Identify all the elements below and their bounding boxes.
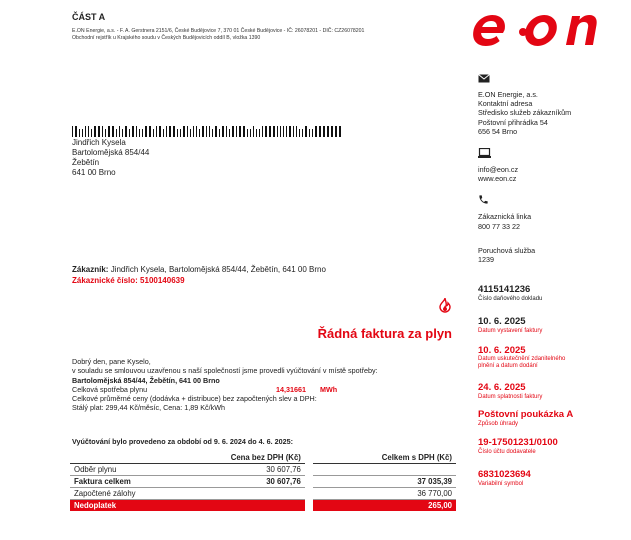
consumption-label: Celková spotřeba plynu <box>72 384 148 394</box>
barcode-bar <box>125 126 127 137</box>
company-info-line1: E.ON Energie, a.s. - F. A. Gerstnera 2151/6, České Budějovice 7, 370 01 České Budějovice - IČ: 26078201 - DIČ: CZ26078201 <box>72 28 365 34</box>
recipient-city: Žebětín <box>72 158 100 167</box>
info-value: 10. 6. 2025 <box>478 316 526 327</box>
laptop-icon <box>478 148 491 158</box>
row-net <box>181 488 305 500</box>
barcode-bar <box>82 129 83 137</box>
phone-label: Zákaznická linka <box>478 212 532 222</box>
contact-address-line: 656 54 Brno <box>478 126 518 136</box>
barcode-bar <box>262 126 263 137</box>
info-value: Poštovní poukázka A <box>478 409 574 420</box>
invoice-title: Řádná faktura za plyn <box>317 326 452 341</box>
info-value: 4115141236 <box>478 284 531 295</box>
barcode-bar <box>339 126 341 137</box>
barcode-bar <box>229 129 230 137</box>
barcode-bar <box>94 126 96 137</box>
customer-label: Zákazník: <box>72 265 109 274</box>
barcode-bar <box>196 126 197 137</box>
barcode-bar <box>105 129 106 137</box>
contact-website[interactable]: www.eon.cz <box>478 174 517 184</box>
barcode-bar <box>256 129 257 137</box>
summary-table <box>70 452 456 511</box>
barcode-graphic <box>72 126 344 137</box>
info-label: Způsob úhrady <box>478 421 519 427</box>
barcode-bar <box>190 129 191 137</box>
row-gross: 37 035,39 <box>313 476 456 488</box>
consumption-value: 14,31661 <box>276 384 306 394</box>
barcode-bar <box>129 129 130 137</box>
barcode-bar <box>166 126 167 137</box>
flame-icon-graphic <box>438 297 452 313</box>
barcode-bar <box>296 126 297 137</box>
invoice-info-list <box>478 284 623 488</box>
barcode-bar <box>153 129 154 137</box>
contact-address-line: Poštovní přihrádka 54 <box>478 117 548 127</box>
info-value: 24. 6. 2025 <box>478 382 526 393</box>
barcode-bar <box>163 129 164 137</box>
barcode-bar <box>98 126 100 137</box>
table-row <box>70 500 456 512</box>
recipient-postcode: 641 00 Brno <box>72 168 116 177</box>
barcode-bar <box>145 126 147 137</box>
barcode-bar <box>253 126 254 137</box>
barcode-bar <box>79 129 80 137</box>
barcode-bar <box>180 129 181 137</box>
contact-column <box>478 70 623 264</box>
barcode-bar <box>219 129 220 137</box>
barcode-bar <box>72 126 73 137</box>
barcode-bar <box>91 129 92 137</box>
info-value: 6831023694 <box>478 469 531 480</box>
barcode-bar <box>289 126 291 137</box>
recipient-street: Bartolomějská 854/44 <box>72 148 150 157</box>
row-gross: 36 770,00 <box>313 488 456 500</box>
barcode-bar <box>299 129 300 137</box>
col-net-header: Cena bez DPH (Kč) <box>181 452 305 464</box>
contact-phone <box>478 212 623 230</box>
barcode-bar <box>280 126 281 137</box>
row-net <box>181 500 305 512</box>
phone-number[interactable]: 800 77 33 22 <box>478 221 520 231</box>
barcode-bar <box>236 126 237 137</box>
barcode-bar <box>309 129 310 137</box>
barcode-bar <box>88 126 89 137</box>
eon-logo <box>470 5 610 58</box>
barcode-bar <box>312 129 313 137</box>
barcode-bar <box>159 126 161 137</box>
barcode-bar <box>132 126 134 137</box>
envelope-icon <box>478 74 490 83</box>
billing-period: Vyúčtování bylo provedeno za období od 9. 6. 2024 do 4. 6. 2025: <box>72 437 294 446</box>
barcode-bar <box>139 129 140 137</box>
barcode-bar <box>136 126 137 137</box>
barcode-bar <box>327 126 329 137</box>
summary-header <box>70 452 456 464</box>
table-row <box>70 476 456 488</box>
barcode-bar <box>199 129 200 137</box>
consumption-unit: MWh <box>320 384 338 394</box>
row-label: Faktura celkem <box>70 476 181 488</box>
company-info-line2: Obchodní rejstřík u Krajského soudu v Českých Budějovicích oddíl B, vložka 1390 <box>72 35 261 41</box>
customer-number-value: 5100140639 <box>140 276 185 285</box>
info-label: Číslo daňového dokladu <box>478 296 543 302</box>
flame-icon <box>438 297 452 318</box>
account-number-item <box>478 437 623 469</box>
recipient-name: Jindřich Kysela <box>72 138 126 147</box>
customer-line <box>72 264 326 275</box>
barcode-bar <box>283 126 284 137</box>
recipient-address <box>72 138 149 178</box>
part-label: ČÁST A <box>72 12 106 22</box>
barcode-bar <box>122 129 123 137</box>
eon-logo-graphic <box>470 5 610 53</box>
contact-address <box>478 90 623 136</box>
contact-emergency <box>478 246 623 264</box>
barcode-bar <box>183 126 185 137</box>
row-label: Započtené zálohy <box>70 488 181 500</box>
barcode-bar <box>193 126 194 137</box>
barcode-bar <box>335 126 337 137</box>
barcode-bar <box>202 126 204 137</box>
consumption-line <box>72 385 452 394</box>
barcode-bar <box>85 126 86 137</box>
barcode-bar <box>232 126 234 137</box>
contact-address-line: E.ON Energie, a.s. <box>478 90 538 99</box>
customer-block <box>72 264 326 286</box>
barcode-bar <box>247 129 248 137</box>
info-value: 19-17501231/0100 <box>478 437 558 448</box>
barcode-bar <box>331 126 333 137</box>
phone-icon <box>478 194 489 205</box>
col-gross-header: Celkem s DPH (Kč) <box>313 452 456 464</box>
intro-text: v souladu se smlouvou uzavřenou s naší společností jsme provedli vyúčtování v místě spotřeby: <box>72 366 378 376</box>
barcode-bar <box>259 129 260 137</box>
barcode-bar <box>119 126 120 137</box>
info-label: Datum vystavení faktury <box>478 328 543 334</box>
barcode-bar <box>102 126 103 137</box>
barcode-bar <box>269 126 271 137</box>
info-label: Datum splatnosti faktury <box>478 394 543 400</box>
barcode-bar <box>250 129 251 137</box>
info-label: Variabilní symbol <box>478 481 524 487</box>
contact-address-line: Středisko služeb zákazníkům <box>478 108 572 118</box>
barcode-bar <box>305 126 307 137</box>
customer-value: Jindřich Kysela, Bartolomějská 854/44, Žebětín, 641 00 Brno <box>110 265 326 274</box>
row-gross <box>313 464 456 476</box>
barcode-bar <box>206 126 207 137</box>
customer-number-line <box>72 275 326 286</box>
barcode-bar <box>75 126 77 137</box>
barcode-bar <box>173 126 175 137</box>
barcode-bar <box>319 126 321 137</box>
barcode-bar <box>156 126 157 137</box>
barcode-bar <box>302 129 303 137</box>
barcode-bar <box>239 126 241 137</box>
consumption-place: Bartolomějská 854/44, Žebětín, 641 00 Brno <box>72 375 220 385</box>
barcode-bar <box>209 126 210 137</box>
supply-date-item <box>478 345 623 382</box>
contact-address-line: Kontaktní adresa <box>478 99 533 109</box>
due-date-item <box>478 382 623 409</box>
barcode-bar <box>215 126 217 137</box>
barcode-bar <box>142 129 143 137</box>
barcode-bar <box>108 126 110 137</box>
barcode-bar <box>273 126 275 137</box>
barcode-bar <box>226 126 227 137</box>
barcode-bar <box>177 129 178 137</box>
barcode-bar <box>212 129 213 137</box>
avg-price-line: Celkové průměrné ceny (dodávka + distribuce) bez započtených slev a DPH: <box>72 394 317 404</box>
barcode-bar <box>116 129 117 137</box>
greeting: Dobrý den, pane Kyselo, <box>72 357 151 366</box>
barcode-bar <box>112 126 114 137</box>
contact-email[interactable]: info@eon.cz <box>478 165 519 175</box>
row-label: Nedoplatek <box>70 500 181 512</box>
payment-method-item <box>478 409 623 437</box>
info-label: Číslo účtu dodavatele <box>478 449 536 455</box>
customer-number-label: Zákaznické číslo: <box>72 276 138 285</box>
barcode-bar <box>265 126 267 137</box>
row-net: 30 607,76 <box>181 464 305 476</box>
invoice-number-item <box>478 284 623 316</box>
table-row <box>70 488 456 500</box>
billing-intro <box>72 357 452 413</box>
variable-symbol-item <box>478 469 623 488</box>
barcode-bar <box>187 126 188 137</box>
issue-date-item <box>478 316 623 345</box>
row-net: 30 607,76 <box>181 476 305 488</box>
row-gross: 265,00 <box>313 500 456 512</box>
table-row <box>70 464 456 476</box>
emergency-number[interactable]: 1239 <box>478 255 494 265</box>
barcode-bar <box>277 126 278 137</box>
barcode-bar <box>169 126 171 137</box>
barcode-bar <box>243 126 245 137</box>
info-value: 10. 6. 2025 <box>478 345 526 356</box>
fixed-fee-line: Stálý plat: 299,44 Kč/měsíc, Cena: 1,89 Kč/kWh <box>72 403 226 413</box>
row-label: Odběr plynu <box>70 464 181 476</box>
barcode-bar <box>293 126 294 137</box>
barcode-bar <box>149 126 151 137</box>
info-label: Datum uskutečnění zdanitelného plnění a datum dodání <box>478 356 566 369</box>
barcode-bar <box>315 126 317 137</box>
barcode-bar <box>286 126 287 137</box>
barcode-bar <box>323 126 325 137</box>
contact-web <box>478 165 623 183</box>
barcode-bar <box>222 126 224 137</box>
emergency-label: Poruchová služba <box>478 245 536 255</box>
